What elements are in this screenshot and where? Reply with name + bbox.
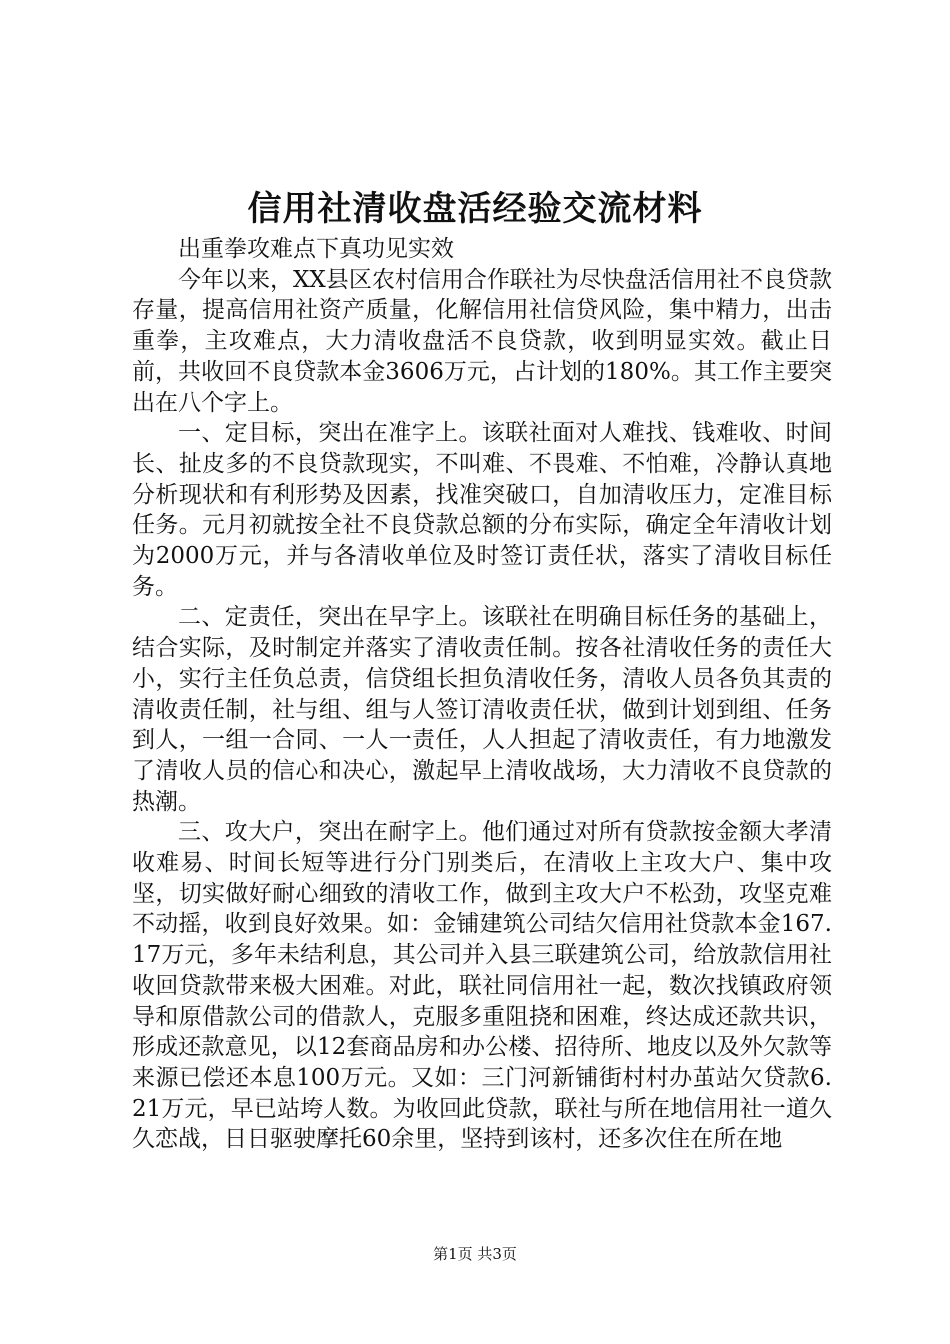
document-body	[132, 234, 832, 1155]
document-title: 信用社清收盘活经验交流材料	[247, 189, 703, 229]
section-three-paragraph: 三、攻大户，突出在耐字上。他们通过对所有贷款按金额大孝清收难易、时间长短等进行分门别类后，在清收上主攻大户、集中攻坚，切实做好耐心细致的清收工作，做到主攻大户不松劲，攻坚克难不动摇，收到良好效果。如：金铺建筑公司结欠信用社贷款本金167.17万元，多年未结利息，其公司并入县三联建筑公司，给放款信用社收回贷款带来极大困难。对此，联社同信用社一起，数次找镇政府领导和原借款公司的借款人，克服多重阻挠和困难，终达成还款共识，形成还款意见，以12套商品房和办公楼、招待所、地皮以及外欠款等来源已偿还本息100万元。又如：三门河新铺街村村办茧站欠贷款6.21万元，早已站垮人数。为收回此贷款，联社与所在地信用社一道久久恋战，日日驱驶摩托60余里，坚持到该村，还多次住在所在地	[132, 819, 832, 1153]
section-one-paragraph: 一、定目标，突出在准字上。该联社面对人难找、钱难收、时间长、扯皮多的不良贷款现实，不叫难、不畏难、不怕难，冷静认真地分析现状和有利形势及因素，找准突破口，自加清收压力，定准目标任务。元月初就按全社不良贷款总额的分布实际，确定全年清收计划为2000万元，并与各清收单位及时签订责任状，落实了清收目标任务。	[132, 420, 832, 600]
page-number-footer: 第1页 共3页	[433, 1245, 517, 1263]
intro-paragraph: 今年以来，XX县区农村信用合作联社为尽快盘活信用社不良贷款存量，提高信用社资产质量，化解信用社信贷风险，集中精力，出击重拳，主攻难点，大力清收盘活不良贷款，收到明显实效。截止日前，共收回不良贷款本金3606万元，占计划的180%。其工作主要突出在八个字上。	[132, 266, 832, 416]
subtitle-paragraph: 出重拳攻难点下真功见实效	[178, 236, 454, 262]
section-two-paragraph: 二、定责任，突出在早字上。该联社在明确目标任务的基础上，结合实际，及时制定并落实了清收责任制。按各社清收任务的责任大小，实行主任负总责，信贷组长担负清收任务，清收人员各负其责的清收责任制，社与组、组与人签订清收责任状，做到计划到组、任务到人，一组一合同、一人一责任，人人担起了清收责任，有力地激发了清收人员的信心和决心，激起早上清收战场，大力清收不良贷款的热潮。	[132, 604, 832, 815]
